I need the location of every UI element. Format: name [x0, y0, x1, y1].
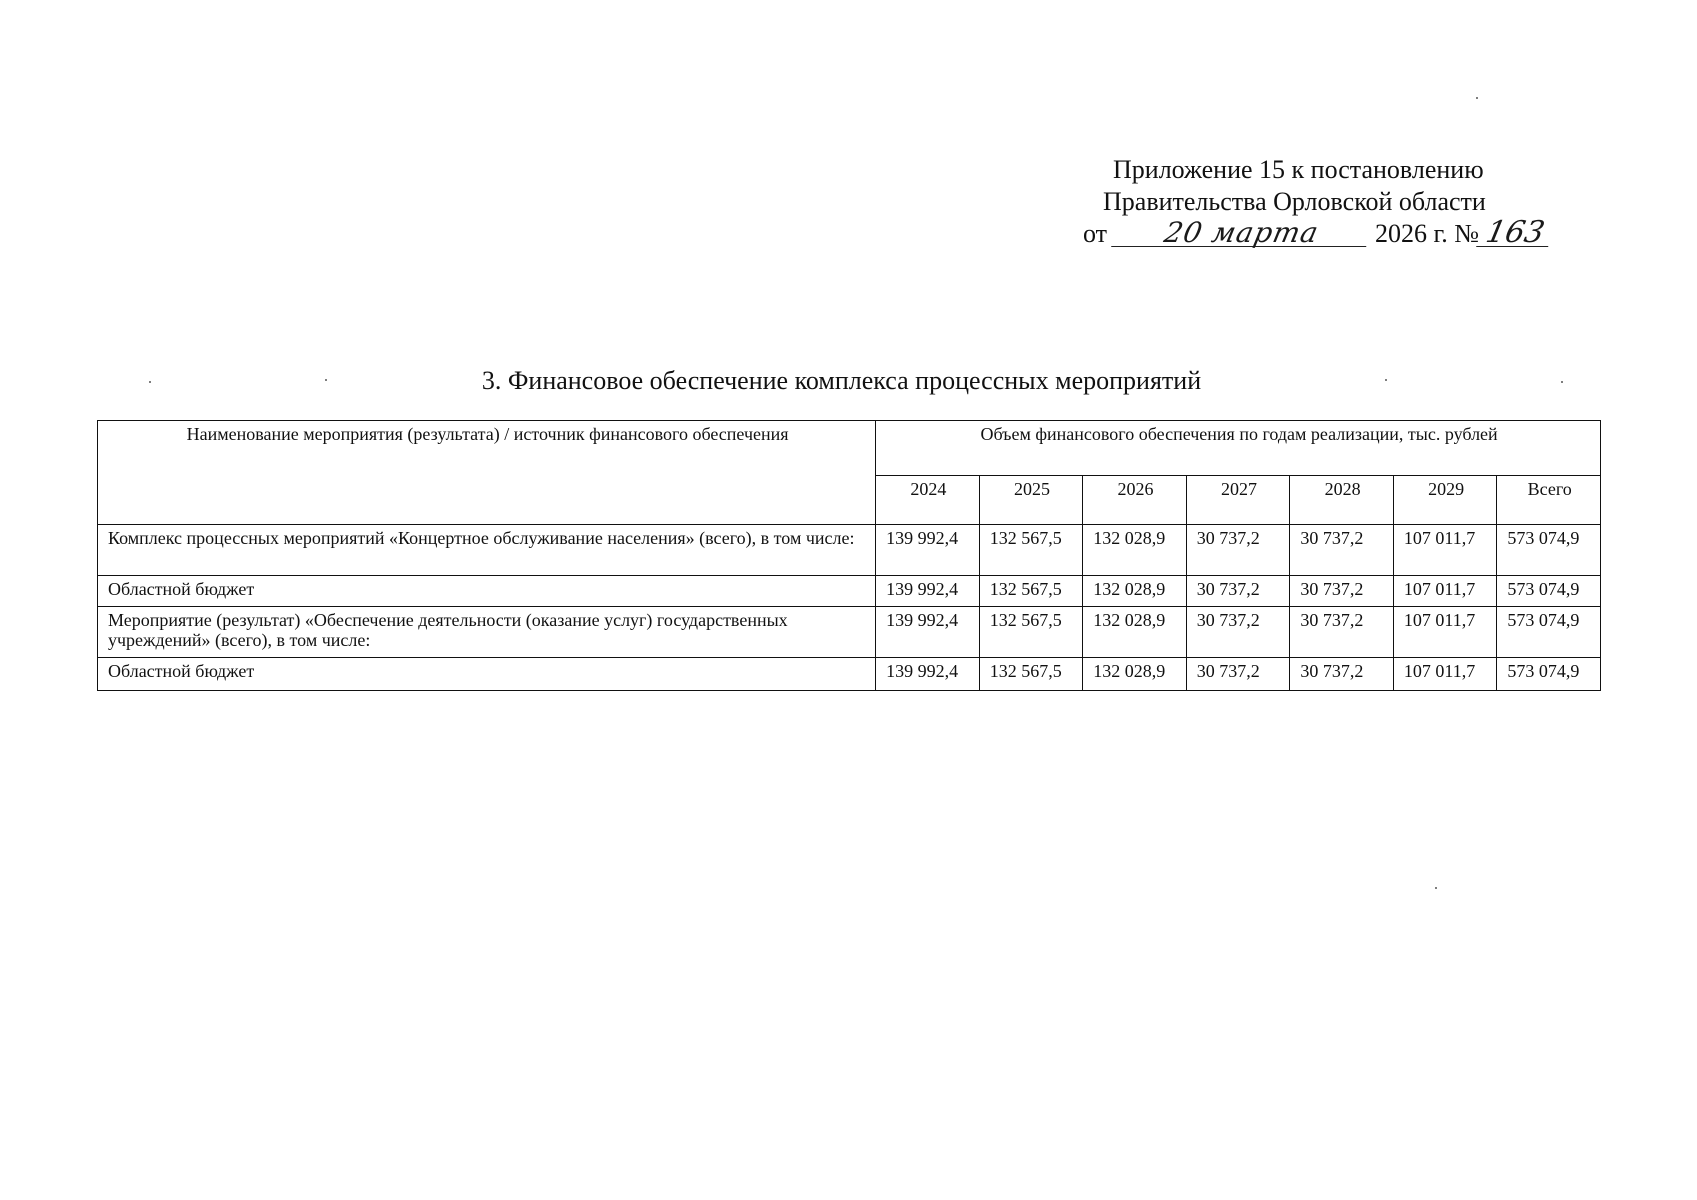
column-header-year: 2027: [1186, 476, 1290, 525]
row-name: Комплекс процессных мероприятий «Концертное обслуживание населения» (всего), в том числе:: [98, 525, 876, 576]
cell-value: 132 028,9: [1083, 576, 1187, 607]
cell-value: 30 737,2: [1290, 525, 1394, 576]
scan-speck: [1385, 379, 1387, 381]
cell-value: 132 567,5: [979, 658, 1083, 691]
row-name: Областной бюджет: [98, 576, 876, 607]
cell-value: 107 011,7: [1393, 658, 1497, 691]
handwritten-number: 163: [1476, 220, 1554, 247]
cell-total: 573 074,9: [1497, 576, 1601, 607]
column-header-year: 2028: [1290, 476, 1394, 525]
scan-speck: [325, 379, 327, 381]
column-header-year: 2026: [1083, 476, 1187, 525]
scan-speck: [1561, 381, 1563, 383]
cell-total: 573 074,9: [1497, 525, 1601, 576]
appendix-line-2: Правительства Орловской области: [1103, 187, 1486, 216]
column-header-name: Наименование мероприятия (результата) / источник финансового обеспечения: [98, 421, 876, 525]
cell-value: 30 737,2: [1186, 525, 1290, 576]
table-row: [98, 576, 1601, 607]
cell-value: 139 992,4: [876, 607, 980, 658]
table-row: [98, 607, 1601, 658]
cell-value: 132 567,5: [979, 525, 1083, 576]
cell-value: 30 737,2: [1186, 658, 1290, 691]
appendix-line-1: Приложение 15 к постановлению: [1113, 155, 1484, 184]
cell-value: 132 567,5: [979, 576, 1083, 607]
cell-value: 132 028,9: [1083, 607, 1187, 658]
cell-value: 107 011,7: [1393, 607, 1497, 658]
column-header-year: 2025: [979, 476, 1083, 525]
cell-value: 132 028,9: [1083, 658, 1187, 691]
table-row: [98, 525, 1601, 576]
cell-total: 573 074,9: [1497, 658, 1601, 691]
cell-value: 139 992,4: [876, 658, 980, 691]
cell-value: 132 567,5: [979, 607, 1083, 658]
cell-value: 30 737,2: [1186, 576, 1290, 607]
row-name: Областной бюджет: [98, 658, 876, 691]
cell-value: 30 737,2: [1290, 576, 1394, 607]
cell-value: 139 992,4: [876, 576, 980, 607]
section-title-text: 3. Финансовое обеспечение комплекса процессных мероприятий: [481, 366, 1202, 395]
scan-speck: [1476, 97, 1478, 99]
appendix-header: [1080, 154, 1580, 250]
table-header-row: [98, 421, 1601, 476]
row-name: Мероприятие (результат) «Обеспечение деятельности (оказание услуг) государственных учреждений» (всего), в том числе:: [98, 607, 876, 658]
column-header-year: 2029: [1393, 476, 1497, 525]
cell-value: 30 737,2: [1290, 658, 1394, 691]
scan-speck: [149, 381, 151, 383]
cell-value: 132 028,9: [1083, 525, 1187, 576]
column-header-volume: Объем финансового обеспечения по годам реализации, тыс. рублей: [876, 421, 1601, 476]
column-header-total: Всего: [1497, 476, 1601, 525]
cell-value: 107 011,7: [1393, 576, 1497, 607]
cell-value: 139 992,4: [876, 525, 980, 576]
appendix-line-3: [1080, 215, 1580, 250]
cell-value: 30 737,2: [1290, 607, 1394, 658]
financing-table: [97, 420, 1601, 691]
cell-total: 573 074,9: [1497, 607, 1601, 658]
handwritten-date: 20 марта: [1111, 220, 1372, 247]
table-row: [98, 658, 1601, 691]
date-prefix: от: [1083, 219, 1108, 248]
cell-value: 30 737,2: [1186, 607, 1290, 658]
cell-value: 107 011,7: [1393, 525, 1497, 576]
column-header-year: 2024: [876, 476, 980, 525]
section-title: [0, 366, 1697, 396]
scan-speck: [1435, 887, 1437, 889]
date-year-number-label: 2026 г. №: [1375, 219, 1480, 248]
